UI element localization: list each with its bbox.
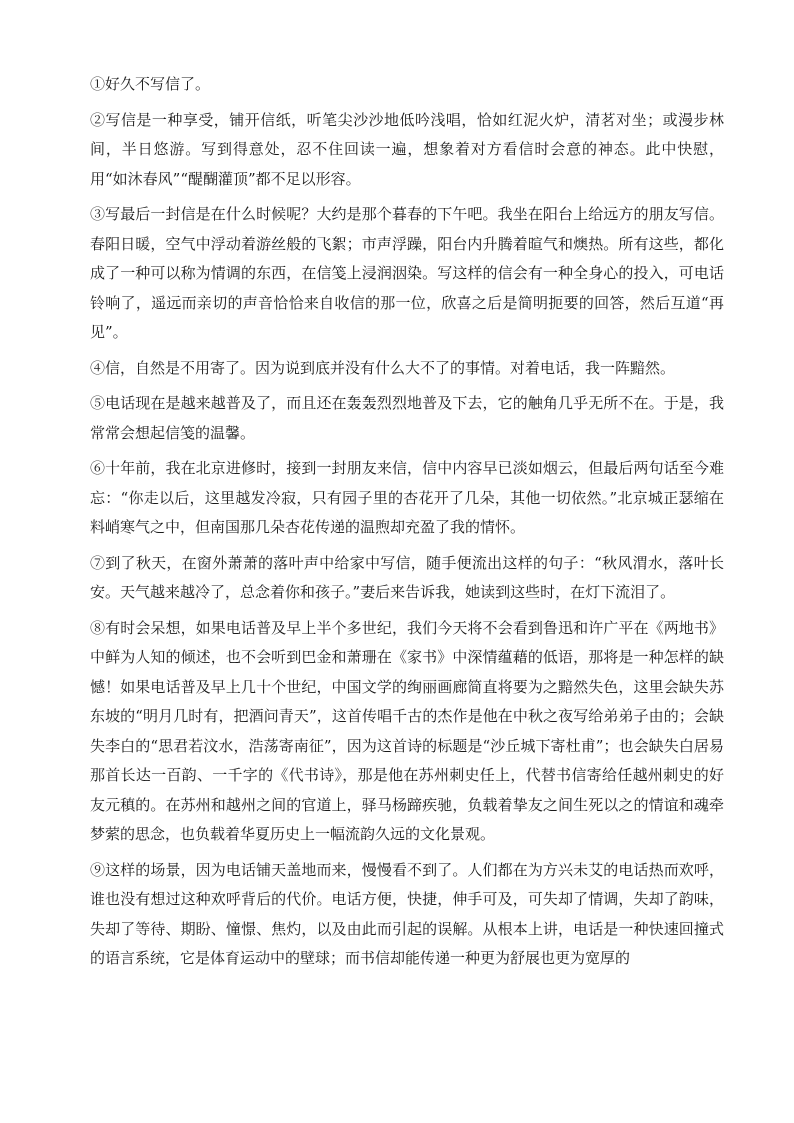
paragraph-4: ④信，自然是不用寄了。因为说到底并没有什么大不了的事情。对着电话，我一阵黯然。 [90, 358, 676, 377]
paragraph-8: ⑧有时会呆想，如果电话普及早上半个多世纪，我们今天将不会看到鲁迅和许广平在《两地书》中鲜为人知的倾述，也不会听到巴金和萧珊在《家书》中深情蕴藉的低语，那将是一种怎样的缺憾！如果电话普及早上几十个世纪，中国文学的绚丽画廊简直将要为之黯然失色，这里会缺失苏东坡的“明月几时有，把酒问青天”，这首传唱千古的杰作是他在中秋之夜写给弟弟子由的；会缺失李白的“思君若汶水，浩荡寄南征”，因为这首诗的标题是“沙丘城下寄杜甫”；也会缺失白居易那首长达一百韵、一千字的《代书诗》，那是他在苏州刺史任上，代替书信寄给任越州刺史的好友元稹的。在苏州和越州之间的官道上，驿马杨蹄疾驰，负载着挚友之间生死以之的情谊和魂牵梦萦的思念，也负载着华夏历史上一幅流韵久远的文化景观。 [90, 618, 724, 843]
paragraph-7: ⑦到了秋天，在窗外萧萧的落叶声中给家中写信，随手便流出这样的句子：“秋风渭水，落叶长安。天气越来越冷了，总念着你和孩子。”妻后来告诉我，她读到这些时，在灯下流泪了。 [90, 553, 724, 601]
paragraph-5: ⑤电话现在是越来越普及了，而且还在轰轰烈烈地普及下去，它的触角几乎无所不在。于是，我常常会想起信笺的温馨。 [90, 394, 724, 442]
document-body [90, 70, 724, 980]
paragraph-9: ⑨这样的场景，因为电话铺天盖地而来，慢慢看不到了。人们都在为方兴未艾的电话热而欢呼，谁也没有想过这种欢呼背后的代价。电话方便，快捷，伸手可及，可失却了情调，失却了韵味，失却了等待、期盼、憧憬、焦灼，以及由此而引起的误解。从根本上讲，电话是一种快速回撞式的语言系统，它是体育运动中的壁球；而书信却能传递一种更为舒展也更为宽厚的 [90, 860, 724, 967]
paragraph-3: ③写最后一封信是在什么时候呢？大约是那个暮春的下午吧。我坐在阳台上给远方的朋友写信。春阳日暖，空气中浮动着游丝般的飞絮；市声浮躁，阳台内升腾着暄气和燠热。所有这些，都化成了一种可以称为情调的东西，在信笺上浸润洇染。写这样的信会有一种全身心的投入，可电话铃响了，遥远而亲切的声音恰恰来自收信的那一位，欣喜之后是简明扼要的回答，然后互道“再见”。 [90, 205, 724, 341]
paragraph-1: ①好久不写信了。 [90, 75, 211, 93]
paragraph-6: ⑥十年前，我在北京进修时，接到一封朋友来信，信中内容早已淡如烟云，但最后两句话至今难忘：“你走以后，这里越发冷寂，只有园子里的杏花开了几朵，其他一切依然。”北京城正瑟缩在料峭寒气之中，但南国那几朵杏花传递的温煦却充盈了我的情怀。 [90, 459, 724, 536]
paragraph-2: ②写信是一种享受，铺开信纸，听笔尖沙沙地低吟浅唱，恰如红泥火炉，清茗对坐；或漫步林间，半日悠游。写到得意处，忍不住回读一遍，想象着对方看信时会意的神态。此中快慰，用“如沐春风”“醍醐灌顶”都不足以形容。 [90, 110, 724, 188]
